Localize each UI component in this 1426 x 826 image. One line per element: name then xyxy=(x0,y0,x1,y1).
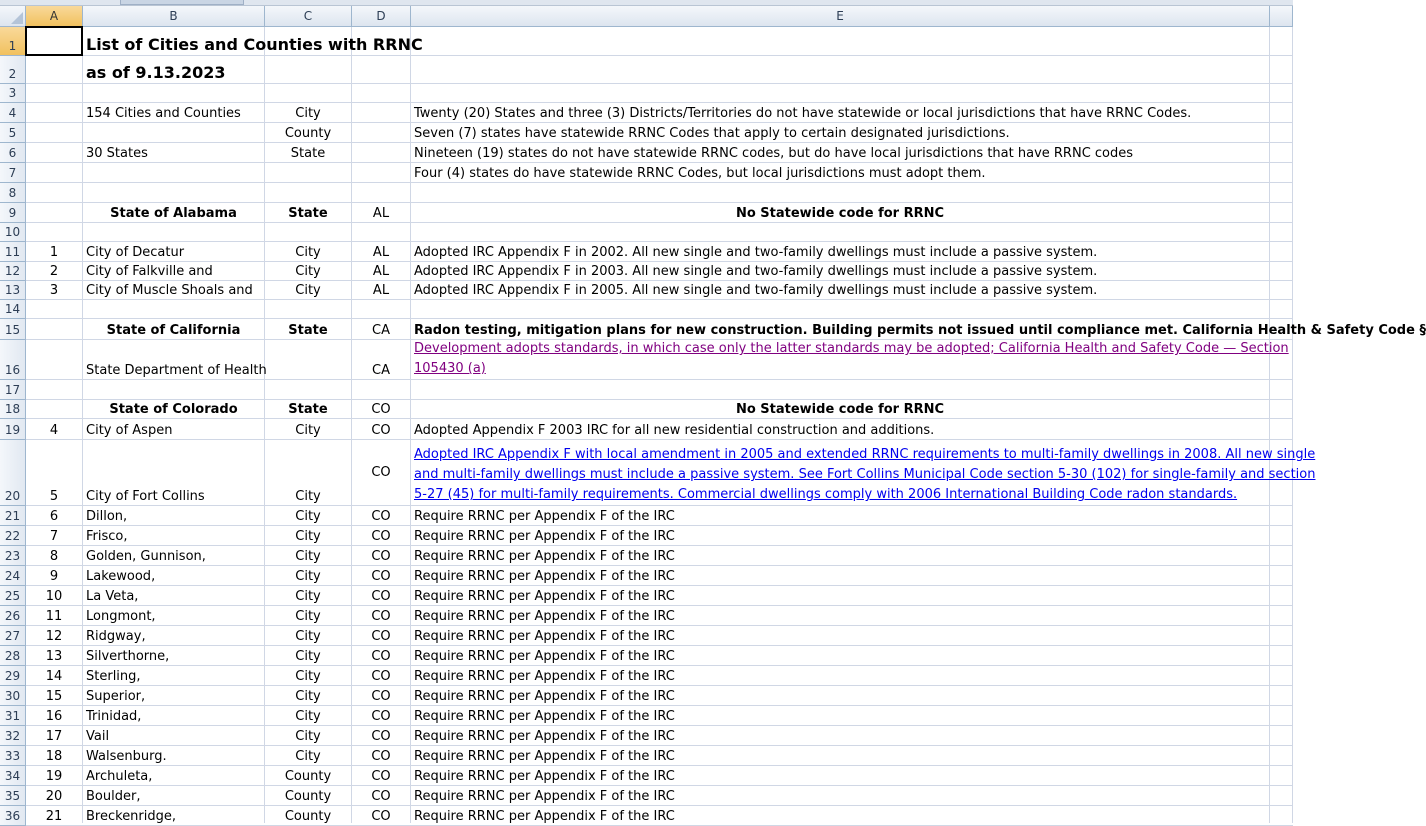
cell-text-line[interactable]: 105430 (a) xyxy=(414,361,486,376)
cell-text: 1 xyxy=(49,245,59,260)
cell-text: CO xyxy=(371,549,391,564)
cell-text: Require RRNC per Appendix F of the IRC xyxy=(414,569,675,584)
cell-text: Walsenburg. xyxy=(86,749,167,764)
cell-text: City xyxy=(295,509,321,524)
gridline-horizontal xyxy=(26,545,1293,546)
column-header-a[interactable]: A xyxy=(26,6,83,27)
cell-text: Breckenridge, xyxy=(86,809,177,824)
cell-text: Trinidad, xyxy=(86,709,142,724)
row-header-16[interactable] xyxy=(0,340,26,380)
cell-text: Radon testing, mitigation plans for new construction. Building permits not issued until compliance met. California Health & Safety Code § xyxy=(414,323,1426,338)
row-header-28[interactable] xyxy=(0,646,26,666)
row-number: 22 xyxy=(4,529,21,543)
row-header-8[interactable] xyxy=(0,183,26,203)
row-header-5[interactable] xyxy=(0,123,26,143)
row-header-25[interactable] xyxy=(0,586,26,606)
gridline-horizontal xyxy=(26,525,1293,526)
cell-text: CO xyxy=(371,509,391,524)
cell-text: 21 xyxy=(45,809,63,824)
cell-text: 11 xyxy=(45,609,63,624)
row-number: 23 xyxy=(4,549,21,563)
cell-text: CO xyxy=(371,729,391,744)
gridline-horizontal xyxy=(26,418,1293,419)
cell-text: 20 xyxy=(45,789,63,804)
row-number: 5 xyxy=(8,126,17,140)
row-header-9[interactable] xyxy=(0,203,26,223)
row-number: 17 xyxy=(4,383,21,397)
column-header-e[interactable]: E xyxy=(411,6,1270,27)
cell-text: Silverthorne, xyxy=(86,649,170,664)
row-number: 10 xyxy=(4,225,21,239)
cell-text: City xyxy=(295,749,321,764)
row-header-2[interactable] xyxy=(0,56,26,84)
cell-text: 19 xyxy=(45,769,63,784)
row-header-26[interactable] xyxy=(0,606,26,626)
cell-text-line[interactable]: Development adopts standards, in which case only the latter standards may be adopted; California Health and Safety Code — Section xyxy=(414,341,1289,356)
gridline-vertical xyxy=(1292,27,1293,823)
cell-text: 18 xyxy=(45,749,63,764)
cell-text: City xyxy=(295,689,321,704)
row-number: 13 xyxy=(4,283,21,297)
row-header-11[interactable] xyxy=(0,242,26,262)
row-header-30[interactable] xyxy=(0,686,26,706)
gridline-horizontal xyxy=(26,505,1293,506)
cell-text: City xyxy=(295,489,321,504)
cell-text: 30 States xyxy=(86,146,148,161)
cell-text: CO xyxy=(371,529,391,544)
cell-text: City xyxy=(295,423,321,438)
gridline-horizontal xyxy=(26,318,1293,319)
cell-text: Require RRNC per Appendix F of the IRC xyxy=(414,589,675,604)
row-number: 9 xyxy=(8,206,17,220)
cell-text: State xyxy=(290,146,326,161)
cell-text: 154 Cities and Counties xyxy=(86,106,241,121)
cell-text: CO xyxy=(371,465,391,480)
cell-text: CO xyxy=(371,649,391,664)
cell-text: 12 xyxy=(45,629,63,644)
cell-text: Golden, Gunnison, xyxy=(86,549,206,564)
cell-text: No Statewide code for RRNC xyxy=(735,206,945,221)
cell-text: County xyxy=(284,769,332,784)
gridline-horizontal xyxy=(26,102,1293,103)
row-header-32[interactable] xyxy=(0,726,26,746)
cell-text: City xyxy=(295,245,321,260)
cell-text: CO xyxy=(371,669,391,684)
cell-text: Superior, xyxy=(86,689,146,704)
row-number: 4 xyxy=(8,106,17,120)
cell-text: Four (4) states do have statewide RRNC Codes, but local jurisdictions must adopt them. xyxy=(414,166,986,181)
row-number: 2 xyxy=(8,67,17,81)
cell-text: City xyxy=(295,549,321,564)
cell-text: City of Falkville and xyxy=(86,264,213,279)
cell-text: City xyxy=(295,649,321,664)
row-number: 11 xyxy=(4,245,21,259)
cell-text: City of Decatur xyxy=(86,245,185,260)
cell-text: No Statewide code for RRNC xyxy=(735,402,945,417)
gridline-horizontal xyxy=(26,122,1293,123)
row-number: 20 xyxy=(4,489,21,503)
cell-text: Adopted IRC Appendix F in 2005. All new single and two-family dwellings must include a passive system. xyxy=(414,283,1098,298)
row-number: 33 xyxy=(4,749,21,763)
cell-text: AL xyxy=(372,283,390,298)
cell-text: 2 xyxy=(49,264,59,279)
cell-text: City xyxy=(295,589,321,604)
row-header-27[interactable] xyxy=(0,626,26,646)
cell-text-line[interactable]: Adopted IRC Appendix F with local amendment in 2005 and extended RRNC requirements to multi-family dwellings in 2008. All new single xyxy=(414,447,1316,462)
cell-text: Adopted Appendix F 2003 IRC for all new residential construction and additions. xyxy=(414,423,935,438)
cell-text: CO xyxy=(371,709,391,724)
column-header-d[interactable]: D xyxy=(352,6,411,27)
cell-text: CO xyxy=(371,589,391,604)
cell-text: City xyxy=(295,106,321,121)
row-number: 30 xyxy=(4,689,21,703)
row-header-35[interactable] xyxy=(0,786,26,806)
cell-text: Dillon, xyxy=(86,509,128,524)
gridline-horizontal xyxy=(26,765,1293,766)
cell-text: Require RRNC per Appendix F of the IRC xyxy=(414,729,675,744)
row-number: 3 xyxy=(8,86,17,100)
cell-text: Twenty (20) States and three (3) Districts/Territories do not have statewide or local jurisdictions that have RRNC Codes. xyxy=(414,106,1192,121)
row-header-31[interactable] xyxy=(0,706,26,726)
row-header-20[interactable] xyxy=(0,440,26,506)
row-number: 7 xyxy=(8,166,17,180)
gridline-horizontal xyxy=(26,202,1293,203)
cell-text: Require RRNC per Appendix F of the IRC xyxy=(414,749,675,764)
row-header-13[interactable] xyxy=(0,281,26,300)
row-number: 6 xyxy=(8,146,17,160)
gridline-horizontal xyxy=(26,83,1293,84)
cell-text: CO xyxy=(371,423,391,438)
cell-text: State xyxy=(288,402,328,417)
cell-text-line[interactable]: 5-27 (45) for multi-family requirements. Commercial dwellings comply with 2006 International Building Code radon standards. xyxy=(414,487,1238,502)
cell-text: 3 xyxy=(49,283,59,298)
gridline-horizontal xyxy=(26,665,1293,666)
gridline-horizontal xyxy=(26,299,1293,300)
row-header-19[interactable] xyxy=(0,419,26,440)
cell-text: Longmont, xyxy=(86,609,156,624)
cell-text: Require RRNC per Appendix F of the IRC xyxy=(414,709,675,724)
cell-text: Archuleta, xyxy=(86,769,153,784)
cell-text: 7 xyxy=(49,529,59,544)
sheet-grid[interactable] xyxy=(26,27,1426,824)
cell-text: 8 xyxy=(49,549,59,564)
cell-text: La Veta, xyxy=(86,589,139,604)
row-number: 31 xyxy=(4,709,21,723)
cell-text: Require RRNC per Appendix F of the IRC xyxy=(414,789,675,804)
active-cell-cursor[interactable] xyxy=(25,26,83,56)
cell-text: Seven (7) states have statewide RRNC Codes that apply to certain designated jurisdictions. xyxy=(414,126,1010,141)
row-header-22[interactable] xyxy=(0,526,26,546)
gridline-horizontal xyxy=(26,605,1293,606)
row-number: 34 xyxy=(4,769,21,783)
gridline-horizontal xyxy=(26,725,1293,726)
cell-text: Vail xyxy=(86,729,110,744)
cell-text: CA xyxy=(372,323,390,338)
gridline-horizontal xyxy=(26,261,1293,262)
gridline-horizontal xyxy=(26,142,1293,143)
cell-text: State xyxy=(288,206,328,221)
row-number: 19 xyxy=(4,423,21,437)
column-header-b[interactable]: B xyxy=(83,6,265,27)
cell-text: List of Cities and Counties with RRNC xyxy=(86,35,423,54)
row-header-12[interactable] xyxy=(0,262,26,281)
cell-text: 15 xyxy=(45,689,63,704)
cell-text: State of Colorado xyxy=(109,402,238,417)
row-number: 1 xyxy=(8,39,17,53)
gridline-horizontal xyxy=(26,625,1293,626)
gridline-vertical xyxy=(82,27,83,823)
cell-text: Sterling, xyxy=(86,669,141,684)
gridline-horizontal xyxy=(26,685,1293,686)
cell-text: Require RRNC per Appendix F of the IRC xyxy=(414,769,675,784)
cell-text: State of Alabama xyxy=(110,206,237,221)
cell-text: CO xyxy=(371,609,391,624)
cell-text: Lakewood, xyxy=(86,569,156,584)
row-header-29[interactable] xyxy=(0,666,26,686)
cell-text: Require RRNC per Appendix F of the IRC xyxy=(414,689,675,704)
cell-text: City xyxy=(295,264,321,279)
row-header-17[interactable] xyxy=(0,380,26,400)
gridline-horizontal xyxy=(26,182,1293,183)
cell-text: CO xyxy=(371,769,391,784)
row-header-3[interactable] xyxy=(0,84,26,103)
cell-text: CO xyxy=(371,402,391,417)
cell-text: CO xyxy=(371,809,391,824)
cell-text: State xyxy=(288,323,328,338)
row-header-33[interactable] xyxy=(0,746,26,766)
cell-text: City xyxy=(295,529,321,544)
row-header-6[interactable] xyxy=(0,143,26,163)
cell-text: Boulder, xyxy=(86,789,141,804)
row-number: 24 xyxy=(4,569,21,583)
row-number: 28 xyxy=(4,649,21,663)
cell-text: City of Muscle Shoals and xyxy=(86,283,253,298)
gridline-horizontal xyxy=(26,55,1293,56)
row-header-10[interactable] xyxy=(0,223,26,242)
cell-text: Require RRNC per Appendix F of the IRC xyxy=(414,629,675,644)
gridline-vertical xyxy=(1269,27,1270,823)
gridline-horizontal xyxy=(26,585,1293,586)
gridline-horizontal xyxy=(26,162,1293,163)
cell-text: Require RRNC per Appendix F of the IRC xyxy=(414,649,675,664)
cell-text: AL xyxy=(372,264,390,279)
cell-text: CO xyxy=(371,749,391,764)
row-number: 36 xyxy=(4,809,21,823)
cell-text: CO xyxy=(371,569,391,584)
gridline-horizontal xyxy=(26,745,1293,746)
cell-text: State of California xyxy=(106,323,241,338)
gridline-horizontal xyxy=(26,439,1293,440)
gridline-horizontal xyxy=(26,241,1293,242)
gridline-horizontal xyxy=(26,399,1293,400)
cell-text: Require RRNC per Appendix F of the IRC xyxy=(414,669,675,684)
row-header-21[interactable] xyxy=(0,506,26,526)
column-header-c[interactable]: C xyxy=(265,6,352,27)
row-header-34[interactable] xyxy=(0,766,26,786)
cell-text: City xyxy=(295,629,321,644)
row-number: 29 xyxy=(4,669,21,683)
cell-text-line[interactable]: and multi-family dwellings must include a passive system. See Fort Collins Municipal Code section 5-30 (102) for single-family and section xyxy=(414,467,1316,482)
row-number: 32 xyxy=(4,729,21,743)
cell-text: Nineteen (19) states do not have statewide RRNC codes, but do have local jurisdictions that have RRNC codes xyxy=(414,146,1134,161)
row-number: 16 xyxy=(4,363,21,377)
cell-text: Require RRNC per Appendix F of the IRC xyxy=(414,609,675,624)
cell-text: City xyxy=(295,609,321,624)
select-all-button[interactable] xyxy=(0,6,26,27)
gridline-horizontal xyxy=(26,705,1293,706)
cell-text: 16 xyxy=(45,709,63,724)
column-header-blank[interactable] xyxy=(1270,6,1293,27)
row-header-7[interactable] xyxy=(0,163,26,183)
cell-text: 14 xyxy=(45,669,63,684)
row-header-23[interactable] xyxy=(0,546,26,566)
cell-text: AL xyxy=(372,206,390,221)
gridline-horizontal xyxy=(26,565,1293,566)
cell-text: Require RRNC per Appendix F of the IRC xyxy=(414,529,675,544)
cell-text: State Department of Health xyxy=(86,363,267,378)
row-number: 35 xyxy=(4,789,21,803)
formula-bar-edge xyxy=(120,0,244,5)
cell-text: CO xyxy=(371,629,391,644)
row-number: 21 xyxy=(4,509,21,523)
cell-text: CO xyxy=(371,789,391,804)
row-header-36[interactable] xyxy=(0,806,26,826)
cell-text: Require RRNC per Appendix F of the IRC xyxy=(414,549,675,564)
cell-text: City xyxy=(295,709,321,724)
row-number: 15 xyxy=(4,323,21,337)
gridline-horizontal xyxy=(26,379,1293,380)
cell-text: as of 9.13.2023 xyxy=(86,63,226,82)
row-number: 27 xyxy=(4,629,21,643)
gridline-horizontal xyxy=(26,805,1293,806)
cell-text: City xyxy=(295,729,321,744)
cell-text: 9 xyxy=(49,569,59,584)
cell-text: 13 xyxy=(45,649,63,664)
cell-text: 17 xyxy=(45,729,63,744)
row-number: 14 xyxy=(4,302,21,316)
gridline-horizontal xyxy=(26,280,1293,281)
cell-text: County xyxy=(284,809,332,824)
cell-text: City xyxy=(295,569,321,584)
row-number: 26 xyxy=(4,609,21,623)
row-header-15[interactable] xyxy=(0,319,26,340)
cell-text: Require RRNC per Appendix F of the IRC xyxy=(414,809,675,824)
row-number: 25 xyxy=(4,589,21,603)
gridline-horizontal xyxy=(26,645,1293,646)
cell-text: 5 xyxy=(49,489,59,504)
cell-text: CA xyxy=(372,363,390,378)
cell-text: County xyxy=(284,789,332,804)
row-header-24[interactable] xyxy=(0,566,26,586)
row-number: 12 xyxy=(4,264,21,278)
cell-text: CO xyxy=(371,689,391,704)
cell-text: County xyxy=(284,126,332,141)
gridline-horizontal xyxy=(26,222,1293,223)
cell-text: 6 xyxy=(49,509,59,524)
cell-text: 10 xyxy=(45,589,63,604)
cell-text: City xyxy=(295,283,321,298)
cell-text: Adopted IRC Appendix F in 2002. All new single and two-family dwellings must include a passive system. xyxy=(414,245,1098,260)
gridline-vertical xyxy=(410,27,411,823)
cell-text: Frisco, xyxy=(86,529,128,544)
cell-text: Adopted IRC Appendix F in 2003. All new single and two-family dwellings must include a passive system. xyxy=(414,264,1098,279)
cell-text: City of Fort Collins xyxy=(86,489,205,504)
row-number: 18 xyxy=(4,402,21,416)
gridline-horizontal xyxy=(26,785,1293,786)
row-number: 8 xyxy=(8,186,17,200)
cell-text: 4 xyxy=(49,423,59,438)
cell-text: Require RRNC per Appendix F of the IRC xyxy=(414,509,675,524)
cell-text: Ridgway, xyxy=(86,629,146,644)
row-header-4[interactable] xyxy=(0,103,26,123)
cell-text: City xyxy=(295,669,321,684)
row-header-18[interactable] xyxy=(0,400,26,419)
row-header-1[interactable] xyxy=(0,27,26,56)
row-header-14[interactable] xyxy=(0,300,26,319)
cell-text: AL xyxy=(372,245,390,260)
cell-text: City of Aspen xyxy=(86,423,173,438)
